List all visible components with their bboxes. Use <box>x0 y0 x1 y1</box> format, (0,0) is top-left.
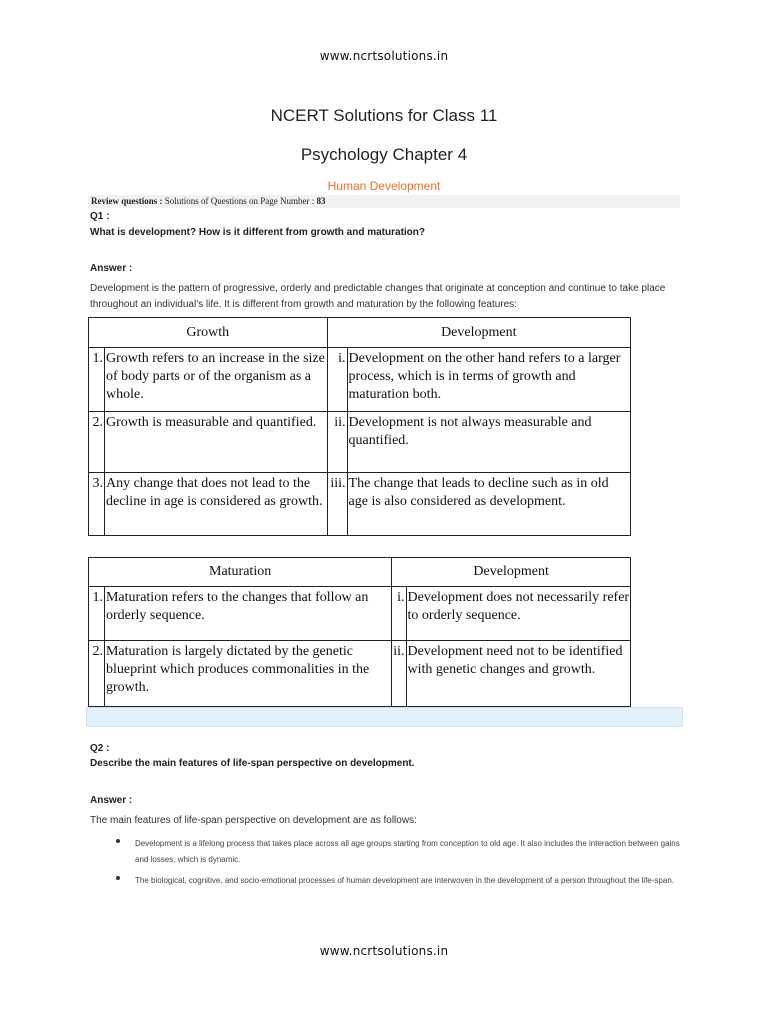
table-header-development: Development <box>392 558 631 587</box>
q1-label: Q1 : <box>90 211 110 222</box>
maturation-cell: Maturation refers to the changes that follow an orderly sequence. <box>104 587 391 641</box>
development-cell: Development need not to be identified with genetic changes and growth. <box>406 641 630 707</box>
q2-answer-label: Answer : <box>90 795 133 806</box>
list-item <box>90 873 690 889</box>
q2-label: Q2 : <box>90 743 110 754</box>
bullet-icon <box>116 876 120 880</box>
table-header-maturation: Maturation <box>89 558 392 587</box>
row-number: 1. <box>89 348 105 412</box>
header-site-url: www.ncrtsolutions.in <box>319 49 449 63</box>
maturation-cell: Maturation is largely dictated by the genetic blueprint which produces commonalities in the growth. <box>104 641 391 707</box>
divider-bar <box>86 707 683 727</box>
table-header-development: Development <box>327 318 630 348</box>
row-number: ii. <box>327 412 347 473</box>
list-item <box>90 836 690 868</box>
q1-answer-text: Development is the pattern of progressive, orderly and predictable changes that originate at conception and continue to take place throughout an individual's life. It is different from growth and maturation by the following features: <box>90 283 666 310</box>
row-number: 3. <box>89 473 105 536</box>
list-item-text: The biological, cognitive, and socio-emotional processes of human development are interwoven in the development of a person throughout the life-span. <box>135 876 674 885</box>
development-cell: Development does not necessarily refer to orderly sequence. <box>406 587 630 641</box>
growth-cell: Growth refers to an increase in the size of body parts or of the organism as a whole. <box>104 348 327 412</box>
growth-development-table <box>88 317 631 536</box>
table-row <box>89 348 631 412</box>
list-item-text: Development is a lifelong process that takes place across all age groups starting from conception to old age. It also includes the interaction between gains and losses, which is dynamic. <box>135 839 680 864</box>
review-page-number: 83 <box>316 196 326 206</box>
development-cell: The change that leads to decline such as in old age is also considered as development. <box>347 473 630 536</box>
row-number: 1. <box>89 587 105 641</box>
features-list <box>90 836 690 894</box>
footer-site-url: www.ncrtsolutions.in <box>319 944 449 958</box>
row-number: ii. <box>392 641 406 707</box>
table-row <box>89 587 631 641</box>
q2-answer-intro: The main features of life-span perspective on development are as follows: <box>90 815 417 826</box>
bullet-icon <box>116 839 120 843</box>
table-header-growth: Growth <box>89 318 328 348</box>
review-questions-bar <box>88 195 680 208</box>
q1-answer-label: Answer : <box>90 263 133 274</box>
row-number: i. <box>327 348 347 412</box>
row-number: 2. <box>89 641 105 707</box>
development-cell: Development is not always measurable and quantified. <box>347 412 630 473</box>
row-number: 2. <box>89 412 105 473</box>
q2-question: Describe the main features of life-span perspective on development. <box>90 758 415 769</box>
page-title: NCERT Solutions for Class 11 <box>270 106 498 125</box>
row-number: i. <box>392 587 406 641</box>
review-text: Solutions of Questions on Page Number : <box>162 196 317 206</box>
q1-question: What is development? How is it different from growth and maturation? <box>90 227 426 238</box>
table-row <box>89 473 631 536</box>
table-row <box>89 641 631 707</box>
page-subtitle: Psychology Chapter 4 <box>300 145 468 164</box>
growth-cell: Any change that does not lead to the decline in age is considered as growth. <box>104 473 327 536</box>
row-number: iii. <box>327 473 347 536</box>
maturation-development-table <box>88 557 631 707</box>
growth-cell: Growth is measurable and quantified. <box>104 412 327 473</box>
development-cell: Development on the other hand refers to a larger process, which is in terms of growth and maturation both. <box>347 348 630 412</box>
chapter-title: Human Development <box>327 179 441 193</box>
review-label: Review questions : <box>91 196 163 206</box>
table-row <box>89 412 631 473</box>
